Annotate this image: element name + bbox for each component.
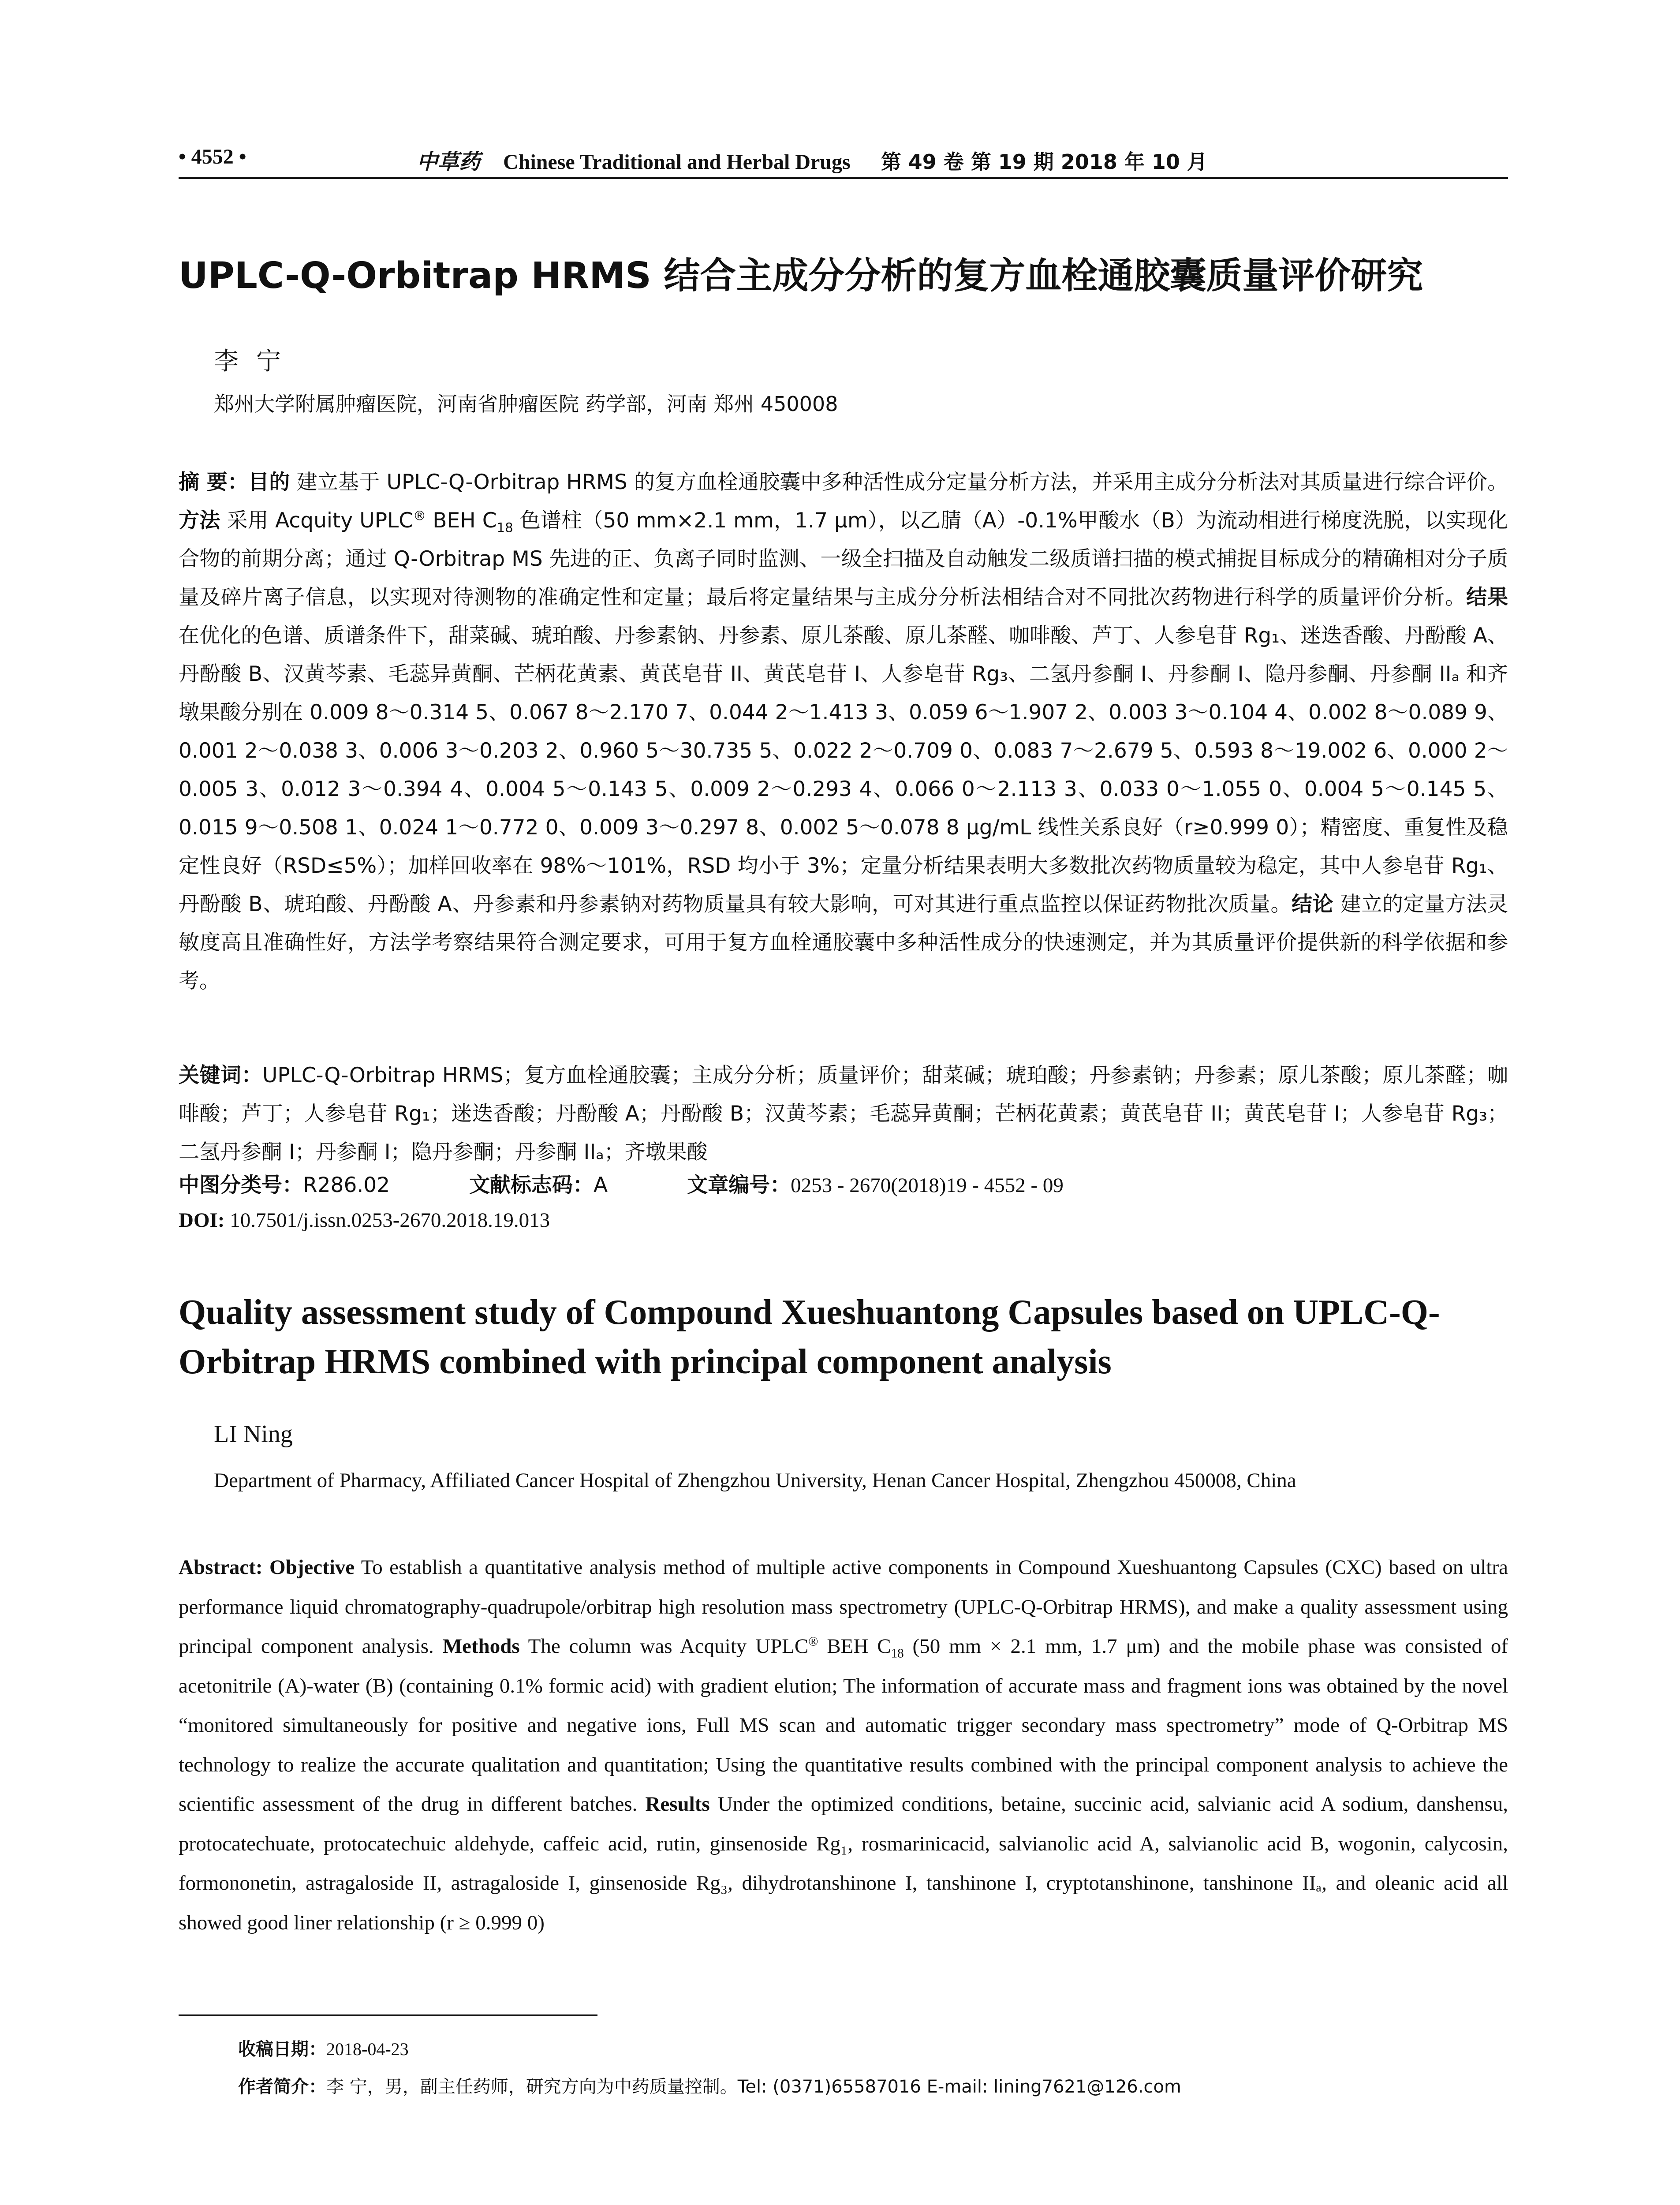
running-header — [179, 141, 1508, 181]
en-methods-text-3: (50 mm × 2.1 mm, 1.7 μm) and the mobile phase was consisted of acetonitrile (A)-water (B) (containing 0.1% formic acid) with gradient elution; The information of accurate mass and fragment ions was obtained by the novel “monitored simultaneously for positive and negative ions, Full MS scan and automatic trigger secondary mass spectrometry” mode of Q-Orbitrap MS technology to realize the accurate qualitation and quantitation; Using the quantitative results combined with the principal component analysis to achieve the scientific assessment of the drug in different batches. — [179, 1635, 1508, 1816]
bio-label: 作者简介： — [238, 2077, 326, 2097]
en-abstract — [179, 1548, 1508, 1943]
footnote-author-bio — [238, 2073, 1181, 2098]
cn-c18-subscript: 18 — [497, 520, 513, 535]
journal-info — [417, 145, 1207, 175]
cn-methods-text-2: BEH C — [426, 508, 497, 533]
cn-methods-text-1: 采用 Acquity UPLC — [220, 508, 414, 533]
article-no-value: 0253 - 2670(2018)19 - 4552 - 09 — [791, 1174, 1064, 1197]
en-results-label: Results — [645, 1793, 710, 1816]
article-no-label: 文章编号： — [687, 1173, 791, 1197]
issue-info: 第 49 卷 第 19 期 2018 年 10 月 — [881, 150, 1207, 174]
clc-value: R286.02 — [303, 1173, 390, 1197]
clc-label: 中图分类号： — [179, 1173, 303, 1197]
cn-classification — [179, 1169, 1064, 1198]
en-c18-subscript: 18 — [891, 1646, 904, 1661]
en-methods-text-1: The column was Acquity UPLC — [519, 1635, 809, 1658]
cn-abstract — [179, 463, 1508, 1000]
en-affiliation: Department of Pharmacy, Affiliated Cancer Hospital of Zhengzhou University, Henan Cancer Hospital, Zhengzhou 450008, China — [214, 1469, 1296, 1492]
cn-affiliation: 郑州大学附属肿瘤医院，河南省肿瘤医院 药学部，河南 郑州 450008 — [214, 392, 838, 416]
cn-keywords — [179, 1056, 1508, 1171]
doi-line — [179, 1208, 550, 1232]
doc-code-label: 文献标志码： — [469, 1173, 594, 1197]
en-methods-label: Methods — [442, 1635, 520, 1658]
en-methods-text-2: BEH C — [818, 1635, 891, 1658]
header-rule — [179, 177, 1508, 179]
en-objective-text: To establish a quantitative analysis method of multiple active components in Compound Xueshuantong Capsules (CXC) based on ultra performance liquid chromatography-quadrupole/orbitrap high resolution mass spectrometry (UPLC-Q-Orbitrap HRMS), and make a quality assessment using principal component analysis. — [179, 1556, 1508, 1658]
cn-abstract-label: 摘 要： — [179, 470, 249, 494]
cn-conclusion-label: 结论 — [1292, 892, 1334, 916]
received-label: 收稿日期： — [238, 2039, 326, 2059]
cn-keywords-label: 关键词： — [179, 1063, 262, 1088]
en-objective-label: Objective — [269, 1556, 355, 1579]
footnote-received — [238, 2035, 409, 2060]
bio-text: 李 宁，男，副主任药师，研究方向为中药质量控制。Tel: (0371)65587016 E-mail: lining7621@126.com — [326, 2077, 1181, 2097]
en-title: Quality assessment study of Compound Xueshuantong Capsules based on UPLC-Q-Orbitrap HRMS combined with principal component analysis — [179, 1293, 1440, 1381]
doi-value: 10.7501/j.issn.0253-2670.2018.19.013 — [224, 1209, 550, 1232]
cn-methods-label: 方法 — [179, 508, 220, 533]
cn-objective-label: 目的 — [248, 470, 290, 494]
footnote-rule — [179, 2014, 597, 2016]
cn-author: 李宁 — [214, 347, 299, 376]
cn-methods-text-3: 色谱柱（50 mm×2.1 mm，1.7 μm），以乙腈（A）-0.1%甲酸水（B）为流动相进行梯度洗脱，以实现化合物的前期分离；通过 Q-Orbitrap MS 先进的正、负离子同时监测、一级全扫描及自动触发二级质谱扫描的模式捕捉目标成分的精确相对分子质量及碎片离子信息，以实现对待测物的准确定性和定量；最后将定量结果与主成分分析法相结合对不同批次药物进行科学的质量评价分析。 — [179, 508, 1508, 609]
cn-results-label: 结果 — [1466, 585, 1508, 609]
journal-name-cn: 中草药 — [417, 149, 481, 174]
journal-name-en: Chinese Traditional and Herbal Drugs — [503, 150, 851, 174]
cn-objective-text: 建立基于 UPLC-Q-Orbitrap HRMS 的复方血栓通胶囊中多种活性成分定量分析方法，并采用主成分分析法对其质量进行综合评价。 — [290, 470, 1508, 494]
doi-label: DOI: — [179, 1209, 225, 1232]
en-registered-mark: ® — [808, 1634, 818, 1649]
cn-results-text: 在优化的色谱、质谱条件下，甜菜碱、琥珀酸、丹参素钠、丹参素、原儿茶酸、原儿茶醛、咖啡酸、芦丁、人参皂苷 Rg₁、迷迭香酸、丹酚酸 A、丹酚酸 B、汉黄芩素、毛蕊异黄酮、芒柄花黄素、黄芪皂苷 II、黄芪皂苷 I、人参皂苷 Rg₃、二氢丹参酮 I、丹参酮 I、隐丹参酮、丹参酮 IIₐ 和齐墩果酸分别在 0.009 8～0.314 5、0.067 8～2.170 7、0.044 2～1.413 3、0.059 6～1.907 2、0.003 3～0.104 4、0.002 8～0.089 9、0.001 2～0.038 3、0.006 3～0.203 2、0.960 5～30.735 5、0.022 2～0.709 0、0.083 7～2.679 5、0.593 8～19.002 6、0.000 2～0.005 3、0.012 3～0.394 4、0.004 5～0.143 5、0.009 2～0.293 4、0.066 0～2.113 3、0.033 0～1.055 0、0.004 5～0.145 5、0.015 9～0.508 1、0.024 1～0.772 0、0.009 3～0.297 8、0.002 5～0.078 8 μg/mL 线性关系良好（r≥0.999 0）；精密度、重复性及稳定性良好（RSD≤5%）；加样回收率在 98%～101%，RSD 均小于 3%；定量分析结果表明大多数批次药物质量较为稳定，其中人参皂苷 Rg₁、丹酚酸 B、琥珀酸、丹酚酸 A、丹参素和丹参素钠对药物质量具有较大影响，可对其进行重点监控以保证药物批次质量。 — [179, 624, 1508, 916]
cn-keywords-text: UPLC-Q-Orbitrap HRMS；复方血栓通胶囊；主成分分析；质量评价；甜菜碱；琥珀酸；丹参素钠；丹参素；原儿茶酸；原儿茶醛；咖啡酸；芦丁；人参皂苷 Rg₁；迷迭香酸；丹酚酸 A；丹酚酸 B；汉黄芩素；毛蕊异黄酮；芒柄花黄素；黄芪皂苷 II；黄芪皂苷 I；人参皂苷 Rg₃；二氢丹参酮 I；丹参酮 I；隐丹参酮；丹参酮 IIₐ；齐墩果酸 — [179, 1063, 1508, 1164]
en-abstract-label: Abstract: — [179, 1556, 263, 1579]
doc-code-value: A — [594, 1173, 608, 1197]
cn-title: UPLC-Q-Orbitrap HRMS 结合主成分分析的复方血栓通胶囊质量评价研究 — [179, 255, 1423, 297]
page-number: • 4552 • — [179, 145, 246, 168]
en-results-text: Under the optimized conditions, betaine, succinic acid, salvianic acid A sodium, danshensu, protocatechuate, protocatechuic aldehyde, caffeic acid, rutin, ginsenoside Rg₁, rosmarinicacid, salvianolic acid A, salvianolic acid B, wogonin, calycosin, formononetin, astragaloside II, astragaloside I, ginsenoside Rg₃, dihydrotanshinone I, tanshinone I, cryptotanshinone, tanshinone IIₐ, and oleanic acid all showed good liner relationship (r ≥ 0.999 0) — [179, 1793, 1508, 1934]
en-author: LI Ning — [214, 1420, 293, 1448]
cn-registered-mark: ® — [413, 508, 426, 523]
cn-conclusion-text: 建立的定量方法灵敏度高且准确性好，方法学考察结果符合测定要求，可用于复方血栓通胶囊中多种活性成分的快速测定，并为其质量评价提供新的科学依据和参考。 — [179, 892, 1508, 993]
received-date: 2018-04-23 — [326, 2039, 409, 2059]
